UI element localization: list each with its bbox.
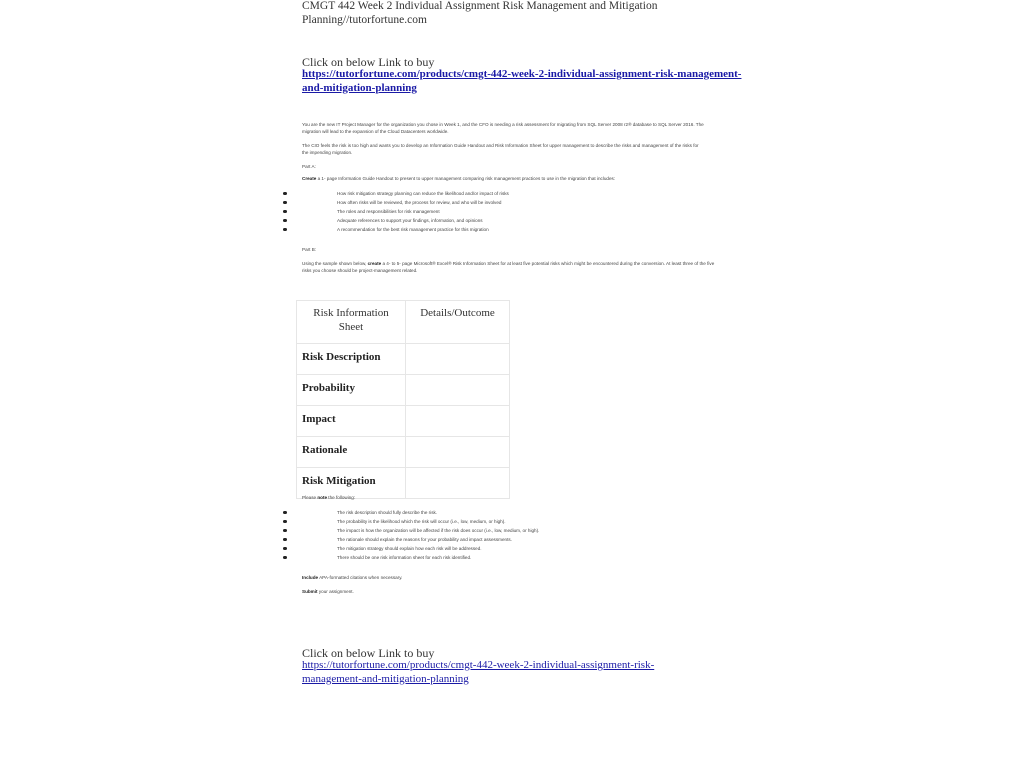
buy-link-bottom[interactable]: https://tutorfortune.com/products/cmgt-442-week-2-individual-assignment-risk-management-and-mitigation-planning: [302, 659, 655, 685]
note-pre: Please: [302, 495, 318, 500]
table-row: [297, 437, 510, 468]
bullet-icon: [283, 547, 287, 551]
part-a-text: a 1- page Information Guide Handout to present to upper management comparing risk management practices to use in the migration that includes:: [316, 176, 616, 181]
list-item-text: The mitigation strategy should explain how each risk will be addressed.: [337, 546, 482, 551]
table-row: [297, 468, 510, 499]
include-lead: Include: [302, 575, 319, 580]
table-row: [297, 375, 510, 406]
table-header-row: [297, 301, 510, 344]
buy-link-label-top: Click on below Link to buy: [302, 55, 435, 69]
note-text: the following:: [327, 495, 356, 500]
note-intro: [302, 495, 722, 502]
part-a-lead: Create: [302, 176, 317, 181]
list-item: [283, 225, 743, 234]
document-title: CMGT 442 Week 2 Individual Assignment Risk Management and Mitigation Planning//tutorfortune.com: [302, 0, 658, 26]
table-row: [297, 406, 510, 437]
part-b-instruction: [302, 261, 724, 275]
bullet-icon: [283, 556, 287, 560]
bullet-icon: [283, 192, 287, 196]
submit-text: your assignment.: [317, 589, 354, 594]
bullet-icon: [283, 219, 287, 223]
bullet-icon: [283, 201, 287, 205]
table-row: [297, 344, 510, 375]
row-label-impact: Impact: [297, 406, 406, 437]
row-value-cell: [406, 344, 510, 375]
list-item: [283, 216, 743, 225]
submit-line: [302, 589, 722, 596]
list-item-text: A recommendation for the best risk management practice for this migration: [337, 227, 489, 232]
row-label-rationale: Rationale: [297, 437, 406, 468]
part-b-text: a 4- to 5- page Microsoft® Excel® Risk Information Sheet for at least five potential risks which might be encountered during the conversion. At least three of the five risks you choose should be project-management related.: [302, 261, 715, 273]
include-text: APA-formatted citations when necessary.: [318, 575, 403, 580]
list-item: [283, 553, 743, 562]
bullet-icon: [283, 511, 287, 515]
intro-paragraph: You are the new IT Project Manager for the organization you chose in Week 1, and the CFO is needing a risk assessment for migrating from SQL Server 2008 r2® database to SQL Server 2016. The migration will lead to the expansion of the Cloud Datacenters worldwide.: [302, 122, 704, 134]
list-item: [283, 535, 743, 544]
part-b-pre: Using the sample shown below,: [302, 261, 368, 266]
list-item-text: How risk mitigation strategy planning can reduce the likelihood and/or impact of risks: [337, 191, 509, 196]
part-b-label: Part B:: [302, 247, 317, 252]
list-item-text: There should be one risk information sheet for each risk identified.: [337, 555, 472, 560]
list-item: [283, 198, 743, 207]
row-value-cell: [406, 437, 510, 468]
list-item-text: Adequate references to support your findings, information, and opinions: [337, 218, 483, 223]
row-value-cell: [406, 468, 510, 499]
list-item: [283, 526, 743, 535]
buy-link-label-bottom: Click on below Link to buy: [302, 646, 435, 660]
note-list: [283, 508, 743, 562]
cio-paragraph: The CIO feels the risk is too high and wants you to develop an Information Guide Handout and Risk Information Sheet for upper management to describe the risks and management of the risks for the impending migration.: [302, 143, 699, 155]
list-item: [283, 508, 743, 517]
note-lead: note: [317, 495, 328, 500]
bullet-icon: [283, 228, 287, 232]
list-item: [283, 207, 743, 216]
bullet-icon: [283, 210, 287, 214]
row-label-risk-mitigation: Risk Mitigation: [297, 468, 406, 499]
table-header-details-outcome: Details/Outcome: [406, 301, 510, 344]
list-item: [283, 517, 743, 526]
list-item-text: The probability is the likelihood which the risk will occur (i.e., low, medium, or high).: [337, 519, 506, 524]
row-value-cell: [406, 406, 510, 437]
row-value-cell: [406, 375, 510, 406]
list-item: [283, 544, 743, 553]
risk-information-table: [296, 300, 510, 499]
part-a-instruction: [302, 176, 722, 183]
list-item: [283, 189, 743, 198]
bullet-icon: [283, 538, 287, 542]
list-item-text: How often risks will be reviewed, the process for review, and who will be involved: [337, 200, 502, 205]
bullet-icon: [283, 520, 287, 524]
list-item-text: The rationale should explain the reasons for your probability and impact assessments.: [337, 537, 512, 542]
bullet-icon: [283, 529, 287, 533]
list-item-text: The roles and responsibilities for risk management: [337, 209, 440, 214]
part-a-list: [283, 189, 743, 234]
part-a-label: Part A:: [302, 164, 316, 169]
include-line: [302, 575, 722, 582]
submit-lead: Submit: [302, 589, 318, 594]
table-header-risk-information-sheet: Risk Information Sheet: [297, 301, 406, 344]
part-b-lead: create: [367, 261, 382, 266]
row-label-risk-description: Risk Description: [297, 344, 406, 375]
row-label-probability: Probability: [297, 375, 406, 406]
buy-link-top[interactable]: https://tutorfortune.com/products/cmgt-442-week-2-individual-assignment-risk-management-and-mitigation-planning: [302, 68, 742, 94]
list-item-text: The risk description should fully describe the risk.: [337, 510, 438, 515]
list-item-text: The impact is how the organization will be affected if the risk does occur (i.e., low, medium, or high).: [337, 528, 540, 533]
